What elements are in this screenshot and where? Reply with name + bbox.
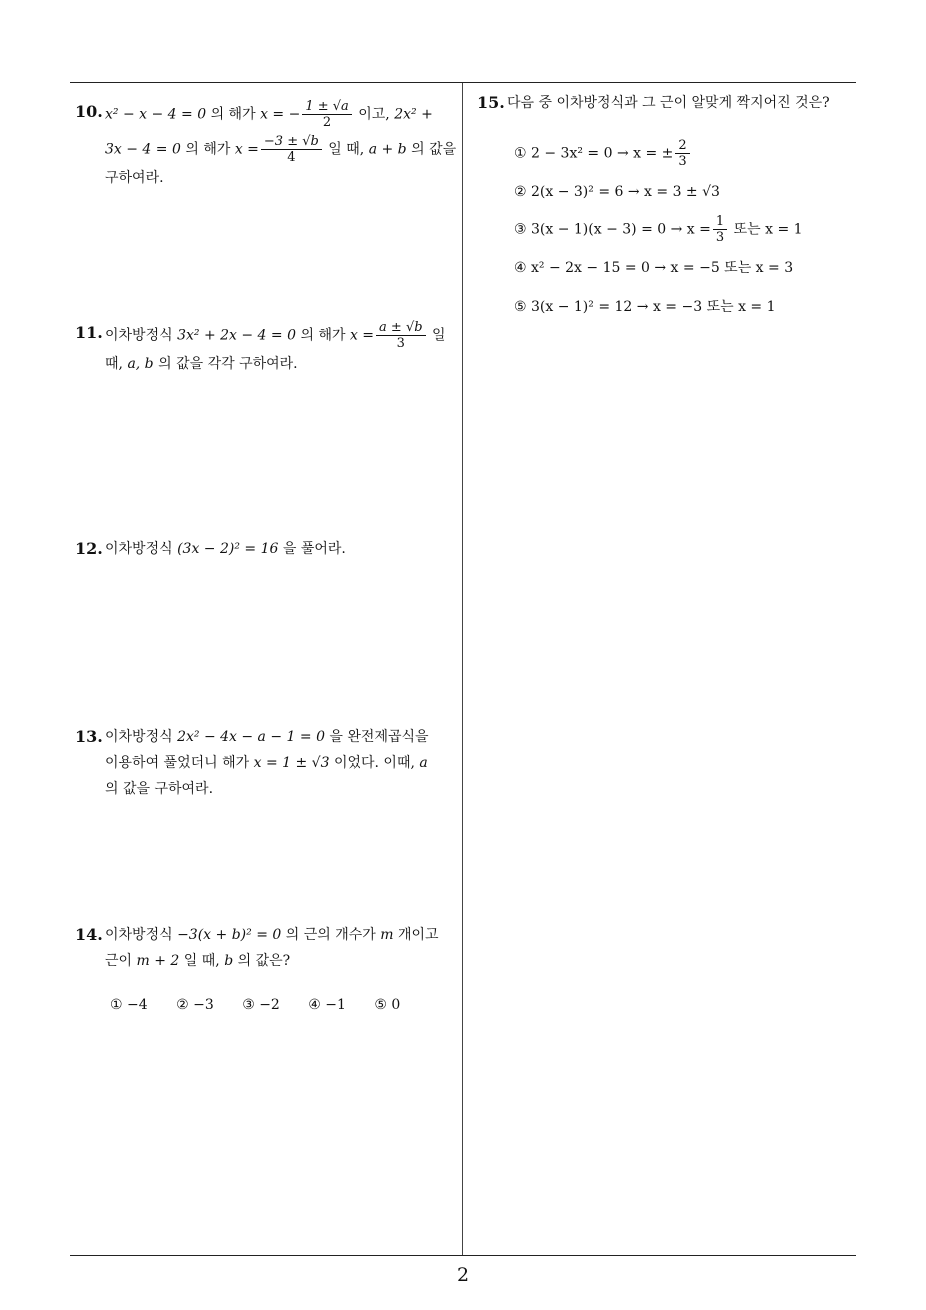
question-number: 12. [75,539,103,558]
option-3[interactable]: ③ −2 [242,997,280,1013]
question-number: 11. [75,323,103,342]
fraction: $\frac{2}{3}$ [675,138,689,169]
question-number: 13. [75,727,103,746]
fraction: $\frac{1 \pm √a}{2}$ [302,99,351,130]
choice-4[interactable]: ④ x² − 2x − 15 = 0 → x = −5 또는 x = 3 [514,260,794,276]
choice-2[interactable]: ② 2(x − 3)² = 6 → x = 3 ± √3 [514,184,720,200]
question-10: 10. x² − x − 4 = 0 의 해가 x = − $\frac{1 \pm √a}{2}$ 이고, 2x² + 3x − 4 = 0 의 해가 x = $\frac{-3 \pm √b}{4}$ 일 때, a + b 의 값을 구하여라. [75,99,457,186]
question-number: 15. [477,93,505,112]
option-1[interactable]: ① −4 [110,997,148,1013]
question-number: 14. [75,925,103,944]
question-13: 13. 이차방정식 2x² − 4x − a − 1 = 0 을 완전제곱식을 이용하여 풀었더니 해가 x = 1 ± √3 이었다. 이때, a 의 값을 구하여라. [75,724,460,802]
question-12: 12. 이차방정식 (3x − 2)² = 16 을 풀어라. [75,536,460,562]
answer-options [110,992,460,1018]
fraction: $\frac{a \pm √b}{3}$ [376,320,426,351]
question-14: 14. 이차방정식 −3(x + b)² = 0 의 근의 개수가 m 개이고 근이 m + 2 일 때, b 의 값은? ① −4 ② −3 ③ −2 ④ −1 ⑤ 0 [75,922,460,1018]
top-rule [70,82,856,83]
question-11: 11. 이차방정식 3x² + 2x − 4 = 0 의 해가 x = $\frac{a \pm √b}{3}$ 일 때, a, b 의 값을 각각 구하여라. [75,320,446,372]
option-5[interactable]: ⑤ 0 [374,997,401,1013]
choice-5[interactable]: ⑤ 3(x − 1)² = 12 → x = −3 또는 x = 1 [514,299,776,315]
fraction: $\frac{-3 \pm √b}{4}$ [261,134,322,165]
fraction: $\frac{1}{3}$ [713,214,727,245]
choice-3[interactable]: ③ 3(x − 1)(x − 3) = 0 → x = $\frac{1}{3}$ 또는 x = 1 [514,214,803,245]
question-15: 15. 다음 중 이차방정식과 그 근이 알맞게 짝지어진 것은? [477,90,857,116]
option-2[interactable]: ② −3 [176,997,214,1013]
choice-1[interactable]: ① 2 − 3x² = 0 → x = ± $\frac{2}{3}$ [514,138,692,169]
bottom-rule [70,1255,856,1256]
question-number: 10. [75,102,103,121]
option-4[interactable]: ④ −1 [308,997,346,1013]
column-divider [462,83,463,1255]
page-number: 2 [456,1264,470,1286]
